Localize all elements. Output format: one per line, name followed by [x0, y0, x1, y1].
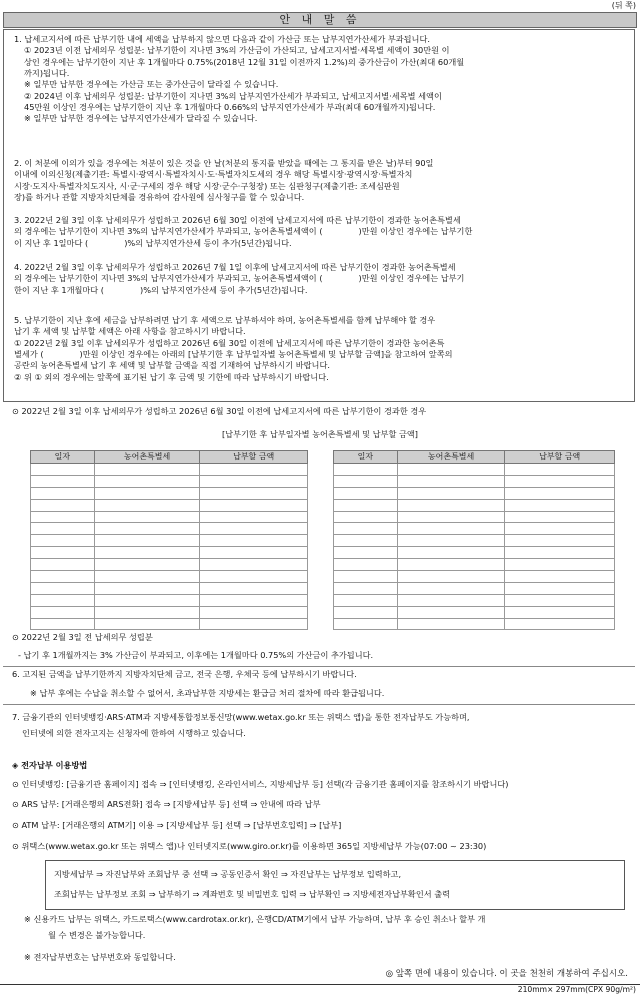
- table-cell: [505, 582, 615, 594]
- notice-item-4: [14, 262, 634, 296]
- table-row: [334, 511, 615, 523]
- card-note: 월 수 변경은 불가능합니다.: [48, 930, 146, 940]
- table-cell: [94, 559, 200, 571]
- table-row: [31, 571, 308, 583]
- table-row: [31, 535, 308, 547]
- table-cell: [397, 464, 505, 476]
- item7-text: 7. 금융기관의 인터넷뱅킹·ARS·ATM과 지방세통합정보통신망(www.wetax.go.kr 또는 위택스 앱)을 통한 전자납부도 가능하며,: [12, 712, 470, 722]
- item1-b-line: ② 2024년 이후 납세의무 성립분: 납부기한이 지나면 3%의 납부지연가산세가 부과되고, 납세고지서별·세목별 세액이: [24, 90, 442, 101]
- table-cell: [200, 571, 308, 583]
- table-cell: [200, 464, 308, 476]
- table-cell: [31, 535, 95, 547]
- table-cell: [94, 523, 200, 535]
- table-cell: [334, 487, 398, 499]
- table-cell: [334, 547, 398, 559]
- table-cell: [94, 618, 200, 630]
- table-row: [334, 535, 615, 547]
- notice-item-2: [14, 158, 634, 203]
- epay-steps-line: 지방세납부 ⇒ 자진납부와 조회납부 중 선택 ⇒ 공동인증서 확인 ⇒ 자진납부는 납부정보 입력하고,: [54, 869, 402, 879]
- item1-note: ※ 일부만 납부한 경우에는 납부지연가산세가 달라질 수 있습니다.: [24, 113, 258, 124]
- table-row: [31, 464, 308, 476]
- table-cell: [200, 559, 308, 571]
- table-cell: [505, 547, 615, 559]
- payment-table-right: [333, 450, 615, 630]
- table-cell: [397, 582, 505, 594]
- epay-ars: ⊙ ARS 납부: [거래은행의 ARS전화] 접속 ⇒ [지방세납부 등] 선택 ⇒ 안내에 따라 납부: [12, 799, 321, 809]
- table-cell: [94, 499, 200, 511]
- table-cell: [334, 582, 398, 594]
- table-cell: [31, 464, 95, 476]
- table-row: [31, 594, 308, 606]
- table-cell: [31, 523, 95, 535]
- table-cell: [505, 487, 615, 499]
- table-cell: [200, 535, 308, 547]
- table-row: [334, 487, 615, 499]
- item5-a-line: 별세가 ( )만원 이상인 경우에는 아래의 [납부기한 후 납부일자별 농어촌특별세 및 납부할 금액]을 참고하여 앞쪽의: [14, 348, 453, 359]
- item1-line: 1. 납세고지서에 따른 납부기한 내에 세액을 납부하지 않으면 다음과 같이 가산금 또는 납부지연가산세가 부과됩니다.: [14, 34, 430, 44]
- table-row: [334, 464, 615, 476]
- item7-text: 인터넷에 의한 전자고지는 신청자에 한하여 시행하고 있습니다.: [22, 728, 246, 738]
- item2-line: 장)를 하거나 관할 지방자치단체를 경유하여 감사원에 심사청구를 할 수 있습니다.: [14, 191, 305, 202]
- table-cell: [334, 475, 398, 487]
- table-cell: [94, 535, 200, 547]
- table-cell: [200, 582, 308, 594]
- card-note: ※ 신용카드 납부는 위택스, 카드로택스(www.cardrotax.or.kr), 은행CD/ATM기에서 납부 가능하며, 납부 후 승인 취소나 할부 개: [24, 914, 486, 924]
- table-cell: [31, 499, 95, 511]
- table-cell: [505, 594, 615, 606]
- col-header-amount: 납부할 금액: [200, 451, 308, 464]
- table-cell: [94, 464, 200, 476]
- table-cell: [505, 571, 615, 583]
- col-header-tax: 농어촌특별세: [94, 451, 200, 464]
- table-cell: [94, 511, 200, 523]
- table-cell: [94, 606, 200, 618]
- table-cell: [200, 499, 308, 511]
- table-row: [31, 606, 308, 618]
- table-cell: [505, 535, 615, 547]
- table-cell: [31, 594, 95, 606]
- item2-line: 2. 이 처분에 이의가 있을 경우에는 처분이 있은 것을 안 날(처분의 통지를 받았을 때에는 그 통지를 받은 날)부터 90일: [14, 158, 434, 168]
- table-cell: [505, 523, 615, 535]
- table-row: [31, 559, 308, 571]
- table-cell: [334, 606, 398, 618]
- table-row: [334, 618, 615, 630]
- table-row: [334, 475, 615, 487]
- table-cell: [397, 511, 505, 523]
- item3-line: 이 지난 후 1일마다 ( )%의 납부지연가산세 등이 추가(5년간)됩니다.: [14, 237, 292, 248]
- table-row: [31, 547, 308, 559]
- divider: [3, 666, 635, 667]
- table-cell: [334, 535, 398, 547]
- table-cell: [505, 464, 615, 476]
- notice-title: 안 내 말 씀: [3, 12, 637, 28]
- table-cell: [200, 523, 308, 535]
- epay-wetax: ⊙ 위택스(www.wetax.go.kr 또는 위택스 앱)나 인터넷지로(www.giro.or.kr)를 이용하면 365일 지방세납부 가능(07:00 ~ 23:30): [12, 841, 487, 851]
- col-header-tax: 농어촌특별세: [397, 451, 505, 464]
- table-cell: [334, 511, 398, 523]
- epay-atm: ⊙ ATM 납부: [거래은행의 ATM기] 이용 ⇒ [지방세납부 등] 선택 ⇒ [납부번호입력] ⇒ [납부]: [12, 820, 342, 830]
- table-row: [334, 594, 615, 606]
- table-cell: [200, 475, 308, 487]
- table-cell: [200, 511, 308, 523]
- table-row: [31, 499, 308, 511]
- col-header-date: 일자: [334, 451, 398, 464]
- table-cell: [397, 618, 505, 630]
- table-cell: [397, 499, 505, 511]
- section-heading: ⊙ 2022년 2월 3일 이후 납세의무가 성립하고 2026년 6월 30일 이전에 납세고지서에 따른 납부기한이 경과한 경우: [12, 406, 427, 416]
- table-cell: [31, 487, 95, 499]
- table-cell: [31, 559, 95, 571]
- table-cell: [94, 582, 200, 594]
- table-cell: [200, 547, 308, 559]
- item6-text: 6. 고지된 금액을 납부기한까지 지방자치단체 금고, 전국 은행, 우체국 등에 납부하시기 바랍니다.: [12, 669, 357, 679]
- epay-internet-banking: ⊙ 인터넷뱅킹: [금융기관 홈페이지] 접속 ⇒ [인터넷뱅킹, 온라인서비스, 지방세납부 등] 선택(각 금융기관 홈페이지를 참조하시기 바랍니다): [12, 779, 509, 789]
- table-cell: [31, 582, 95, 594]
- table-row: [31, 511, 308, 523]
- table-cell: [31, 511, 95, 523]
- item2-line: 시장·도지사·특별자치도지사, 시·군·구세의 경우 해당 시장·군수·구청장) 또는 심판청구(제출기관: 조세심판원: [14, 180, 400, 191]
- epay-steps-line: 조회납부는 납부정보 조회 ⇒ 납부하기 ⇒ 계좌번호 및 비밀번호 입력 ⇒ 납부확인 ⇒ 지방세전자납부확인서 출력: [54, 889, 451, 899]
- epay-number-note: ※ 전자납부번호는 납부번호와 동일합니다.: [24, 952, 176, 962]
- item5-line: 5. 납부기한이 지난 후에 세금을 납부하려면 납기 후 세액으로 납부하셔야 하며, 농어촌특별세를 함께 납부해야 할 경우: [14, 315, 436, 325]
- item4-line: 의 경우에는 납부기한이 지나면 3%의 납부지연가산세가 부과되고, 농어촌특별세액이 ( )만원 이상인 경우에는 납부기: [14, 273, 465, 284]
- table-cell: [200, 594, 308, 606]
- table-cell: [94, 594, 200, 606]
- item5-b-line: ② 위 ① 외의 경우에는 앞쪽에 표기된 납기 후 금액 및 기한에 따라 납부하시기 바랍니다.: [14, 371, 329, 382]
- pre2022-text: - 납기 후 1개월까지는 3% 가산금이 부과되고, 이후에는 1개월마다 0.75%의 가산금이 추가됩니다.: [18, 650, 374, 660]
- table-cell: [334, 594, 398, 606]
- table-row: [334, 547, 615, 559]
- table-cell: [94, 475, 200, 487]
- table-cell: [505, 559, 615, 571]
- table-cell: [505, 606, 615, 618]
- item2-line: 이내에 이의신청(제출기관: 특별시·광역시·특별자치시·도·특별자치도세의 경우 해당 특별시장·광역시장·특별자치: [14, 169, 413, 180]
- divider: [3, 704, 635, 705]
- epay-steps-box: [45, 860, 625, 910]
- table-cell: [505, 511, 615, 523]
- table-cell: [200, 618, 308, 630]
- item4-line: 한이 지난 후 1개월마다 ( )%의 납부지연가산세 등이 추가(5년간)됩니다.: [14, 284, 308, 295]
- table-row: [334, 606, 615, 618]
- col-header-date: 일자: [31, 451, 95, 464]
- table-cell: [200, 487, 308, 499]
- notice-item-3: [14, 215, 634, 249]
- table-cell: [505, 499, 615, 511]
- table-cell: [334, 499, 398, 511]
- notice-item-5: [14, 315, 634, 383]
- table-cell: [334, 464, 398, 476]
- page-side-label: (뒤 쪽): [611, 1, 636, 10]
- table-cell: [397, 475, 505, 487]
- table-cell: [397, 535, 505, 547]
- table-row: [31, 582, 308, 594]
- table-cell: [31, 606, 95, 618]
- table-cell: [94, 487, 200, 499]
- item1-a-line: ① 2023년 이전 납세의무 성립분: 납부기한이 지나면 3%의 가산금이 가산되고, 납세고지서별·세목별 세액이 30만원 이: [24, 45, 450, 56]
- table-cell: [505, 618, 615, 630]
- table-cell: [94, 547, 200, 559]
- item1-note: ※ 일부만 납부한 경우에는 가산금 또는 중가산금이 달라질 수 있습니다.: [24, 79, 279, 90]
- table-cell: [397, 547, 505, 559]
- table-cell: [397, 594, 505, 606]
- payment-table-left: [30, 450, 308, 630]
- notice-main-box: [3, 29, 635, 402]
- item3-line: 3. 2022년 2월 3일 이후 납세의무가 성립하고 2026년 6월 30일 이전에 납세고지서에 따른 납부기한이 경과한 농어촌특별세: [14, 215, 461, 225]
- table-cell: [397, 559, 505, 571]
- table-cell: [31, 547, 95, 559]
- table-row: [334, 582, 615, 594]
- table-row: [31, 475, 308, 487]
- open-notice: ◎ 앞쪽 면에 내용이 있습니다. 이 곳을 천천히 개봉하여 주십시오.: [385, 969, 628, 979]
- table-row: [31, 618, 308, 630]
- table-cell: [334, 618, 398, 630]
- table-cell: [94, 571, 200, 583]
- col-header-amount: 납부할 금액: [505, 451, 615, 464]
- table-row: [31, 523, 308, 535]
- table-cell: [31, 571, 95, 583]
- paper-spec: 210mm× 297mm(CPX 90g/m²): [517, 985, 636, 994]
- item1-a-line: 상인 경우에는 납부기한이 지난 후 1개월마다 0.75%(2018년 12월 31일 이전까지 1.2%)의 중가산금이 가산(최대 60개월: [24, 56, 465, 67]
- table-cell: [505, 475, 615, 487]
- table-row: [334, 499, 615, 511]
- item6-note: ※ 납부 후에는 수납을 취소할 수 없어서, 초과납부한 지방세는 환급금 처리 절차에 따라 환급됩니다.: [30, 688, 385, 698]
- table-row: [334, 523, 615, 535]
- table-cell: [31, 618, 95, 630]
- table-cell: [200, 606, 308, 618]
- table-cell: [31, 475, 95, 487]
- table-row: [334, 571, 615, 583]
- item3-line: 의 경우에는 납부기한이 지나면 3%의 납부지연가산세가 부과되고, 농어촌특별세액이 ( )만원 이상인 경우에는 납부기한: [14, 226, 473, 237]
- item5-line: 납기 후 세액 및 납부할 세액은 아래 사항을 참고하시기 바랍니다.: [14, 326, 246, 337]
- table-caption: [납부기한 후 납부일자별 농어촌특별세 및 납부할 금액]: [221, 429, 418, 439]
- item1-a-line: 까지)됩니다.: [24, 67, 70, 78]
- table-row: [334, 559, 615, 571]
- item4-line: 4. 2022년 2월 3일 이후 납세의무가 성립하고 2026년 7월 1일 이후에 납세고지서에 따른 납부기한이 경과한 농어촌특별세: [14, 262, 456, 272]
- notice-item-1: [14, 34, 634, 125]
- epay-heading: ◈ 전자납부 이용방법: [12, 760, 88, 770]
- table-cell: [334, 559, 398, 571]
- table-cell: [334, 571, 398, 583]
- item5-a-line: 공란의 농어촌특별세 납기 후 세액 및 납부할 금액을 직접 기재하여 납부하시기 바랍니다.: [14, 360, 330, 371]
- table-cell: [397, 523, 505, 535]
- table-cell: [397, 606, 505, 618]
- table-cell: [334, 523, 398, 535]
- table-row: [31, 487, 308, 499]
- table-cell: [397, 487, 505, 499]
- table-cell: [397, 571, 505, 583]
- item5-a-line: ① 2022년 2월 3일 이후 납세의무가 성립하고 2026년 6월 30일 이전에 납세고지서에 따른 납부기한이 경과한 농어촌특: [14, 337, 445, 348]
- item1-b-line: 45만원 이상인 경우에는 납부기한이 지난 후 1개월마다 0.66%의 납부지연가산세가 부과(최대 60개월까지)됩니다.: [24, 101, 436, 112]
- pre2022-heading: ⊙ 2022년 2월 3일 전 납세의무 성립분: [12, 632, 153, 642]
